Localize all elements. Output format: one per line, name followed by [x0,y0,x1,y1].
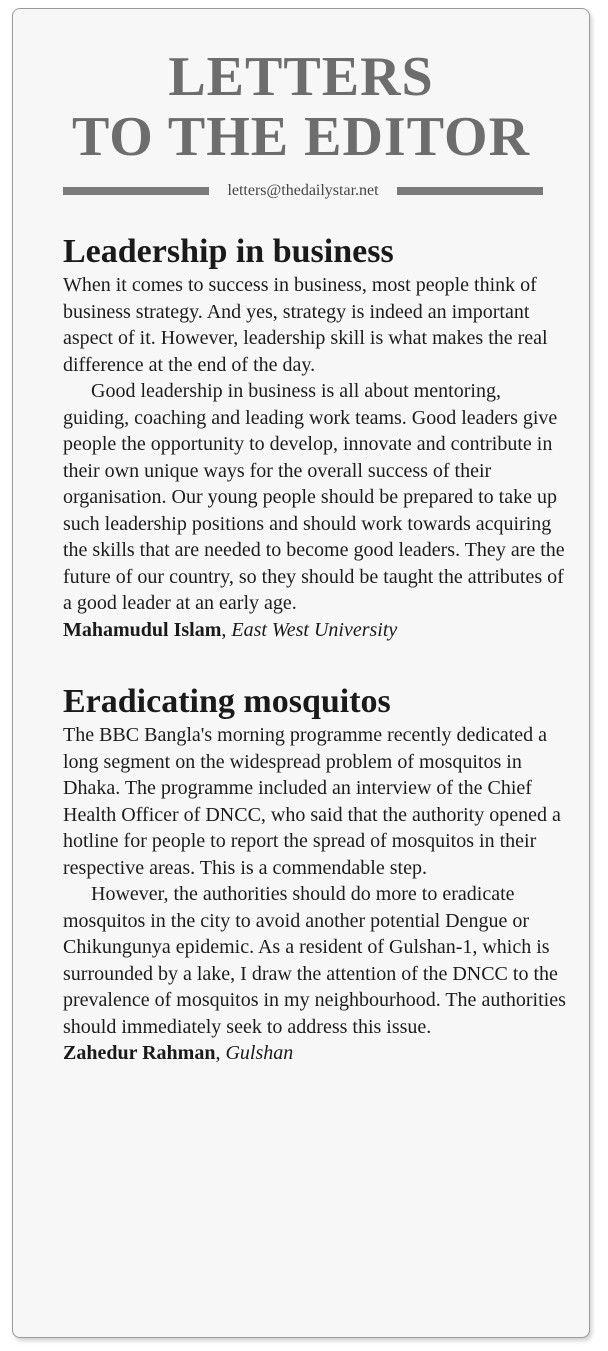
letter-signature [63,1040,567,1067]
right-rule [397,187,543,195]
letter-paragraph: Good leadership in business is all about mentoring, guiding, coaching and leading work teams. Good leaders give people the opportunity to develop, innovate and contribute in their own unique ways for the overall success of their organisation. Our young people should be prepared to take up such leadership positions and should work towards acquiring the skills that are needed to become good leaders. They are the future of our country, so they should be taught the attributes of a good leader at an early age. [63,380,565,614]
editor-email-link[interactable]: letters@thedailystar.net [227,182,379,199]
author-affiliation: Gulshan [225,1042,294,1064]
letter-mosquitos [63,681,567,1067]
masthead-line-2: TO THE EDITOR [71,106,531,168]
letter-leadership [63,231,567,643]
left-rule [63,187,209,195]
author-affiliation: East West University [231,618,398,641]
masthead-line-1: LETTERS [168,46,434,108]
letter-signature [63,617,567,644]
section-masthead [13,47,589,167]
email-row [63,181,543,201]
author-name: Mahamudul Islam [63,618,222,641]
author-name: Zahedur Rahman [63,1042,216,1064]
letter-paragraph: The BBC Bangla's morning programme recently dedicated a long segment on the widespread problem of mosquitos in Dhaka. The programme included an interview of the Chief Health Officer of DNCC, who said that the authority opened a hotline for people to report the spread of mosquitos in their respective areas. This is a commendable step. [63,724,561,879]
letters-list [63,231,567,1067]
letters-page-frame [12,8,590,1338]
letter-title: Leadership in business [63,233,394,270]
signature-separator: , [215,1042,226,1064]
signature-separator: , [221,618,232,641]
letter-paragraph: When it comes to success in business, most people think of business strategy. And yes, strategy is indeed an important aspect of it. However, leadership skill is what makes the real difference at the end of the day. [63,274,548,376]
letter-title: Eradicating mosquitos [63,683,391,720]
letter-paragraph: However, the authorities should do more to eradicate mosquitos in the city to avoid another potential Dengue or Chikungunya epidemic. As a resident of Gulshan-1, which is surrounded by a lake, I draw the attention of the DNCC to the prevalence of mosquitos in my neighbourhood. The authorities should immediately seek to address this issue. [63,883,566,1038]
